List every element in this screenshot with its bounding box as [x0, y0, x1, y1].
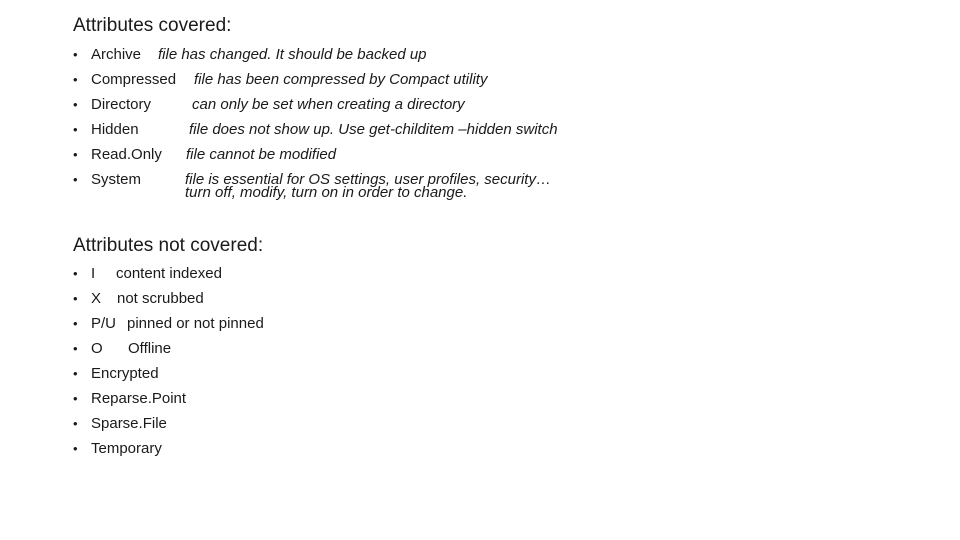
- attribute-description: file is essential for OS settings, user profiles, security…: [185, 171, 551, 188]
- attribute-description: file does not show up. Use get-childitem –hidden switch: [189, 121, 558, 138]
- bullet: •: [73, 416, 78, 431]
- bullet: •: [73, 266, 78, 281]
- attribute-description: file has changed. It should be backed up: [158, 46, 427, 63]
- attribute-description: content indexed: [116, 265, 222, 282]
- attribute-description: can only be set when creating a directory: [192, 96, 465, 113]
- bullet: •: [73, 147, 78, 162]
- attribute-term: System: [91, 171, 142, 188]
- bullet: •: [73, 366, 78, 381]
- attribute-term: Reparse.Point: [91, 390, 187, 407]
- attribute-description: file has been compressed by Compact utility: [194, 71, 488, 88]
- bullet: •: [73, 291, 78, 306]
- attribute-term: Compressed: [91, 71, 177, 88]
- attribute-description-continued: turn off, modify, turn on in order to change.: [185, 184, 468, 201]
- bullet: •: [73, 97, 78, 112]
- attribute-term: Sparse.File: [91, 415, 167, 432]
- bullet: •: [73, 72, 78, 87]
- attribute-term: X: [91, 290, 102, 307]
- bullet: •: [73, 441, 78, 456]
- attribute-term: O: [91, 340, 103, 357]
- attribute-description: not scrubbed: [117, 290, 204, 307]
- attribute-term: P/U: [91, 315, 117, 332]
- attribute-description: pinned or not pinned: [127, 315, 264, 332]
- covered-heading: Attributes covered:: [73, 15, 232, 36]
- attribute-term: Hidden: [91, 121, 139, 138]
- bullet: •: [73, 122, 78, 137]
- attribute-term: Directory: [91, 96, 152, 113]
- attribute-term: Temporary: [91, 440, 162, 457]
- bullet: •: [73, 341, 78, 356]
- attribute-description: Offline: [128, 340, 172, 357]
- attribute-term: I: [91, 265, 96, 282]
- attribute-term: Archive: [91, 46, 142, 63]
- attribute-description: file cannot be modified: [186, 146, 337, 163]
- attribute-term: Encrypted: [91, 365, 159, 382]
- attribute-term: Read.Only: [91, 146, 162, 163]
- bullet: •: [73, 172, 78, 187]
- bullet: •: [73, 316, 78, 331]
- bullet: •: [73, 47, 78, 62]
- not-covered-heading: Attributes not covered:: [73, 235, 264, 256]
- bullet: •: [73, 391, 78, 406]
